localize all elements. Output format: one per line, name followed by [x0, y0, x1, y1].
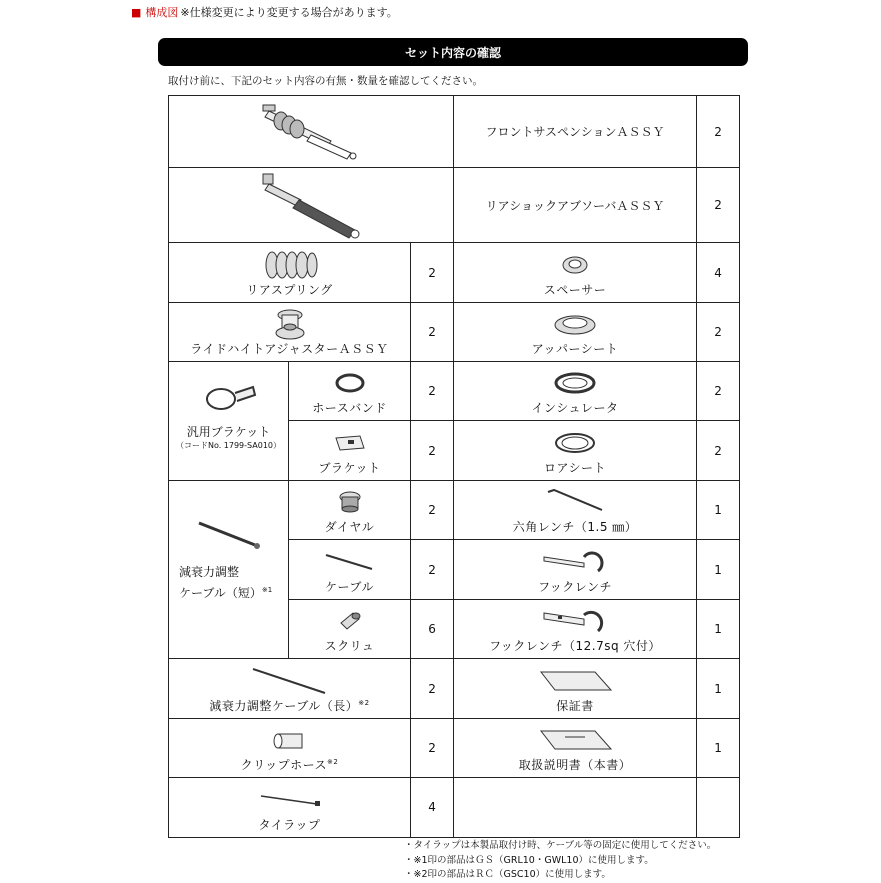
- hose-band-icon: [333, 371, 367, 395]
- hook-wrench-icon: [540, 549, 610, 575]
- hook-wrench-name: フックレンチ: [538, 580, 612, 594]
- qty-cell: [697, 243, 740, 303]
- bracket-cell: [289, 421, 411, 481]
- footnote-mark-1: ・※1印の部品はＧＳ（GRL10・GWL10）に使用します。: [404, 854, 654, 866]
- table-row: [169, 362, 740, 421]
- upper-seat-icon: [552, 311, 598, 337]
- cable-long-qty: 2: [428, 681, 436, 696]
- hook-wrench-sq-icon: [540, 607, 610, 635]
- clip-hose-label: [169, 756, 410, 773]
- hook-wrench-sq-cell: [454, 600, 697, 659]
- general-bracket-name: 汎用ブラケット: [186, 425, 271, 439]
- qty-cell: [411, 600, 454, 659]
- warranty-qty: 1: [714, 681, 722, 696]
- qty-cell: [697, 96, 740, 168]
- rear-spring-name: リアスプリング: [246, 283, 333, 297]
- hex-wrench-icon: [540, 488, 610, 516]
- clip-hose-qty: 2: [428, 741, 436, 755]
- manual-qty: 1: [714, 741, 722, 755]
- rear-shock-icon: [251, 170, 371, 240]
- table-row: [169, 168, 740, 243]
- qty-cell: [697, 481, 740, 540]
- cable-long-label: [169, 697, 410, 714]
- cable-long-mark: ※2: [358, 699, 370, 707]
- item-name-cell: [454, 168, 697, 243]
- hose-band-cell: [289, 362, 411, 421]
- lower-seat-cell: [454, 421, 697, 481]
- ride-height-name: ライドハイトアジャスターＡＳＳＹ: [190, 342, 389, 356]
- screw-cell: [289, 600, 411, 659]
- table-row: [169, 719, 740, 778]
- manual-icon: [535, 727, 615, 753]
- qty-cell: [411, 481, 454, 540]
- spec-change-note: ※仕様変更により変更する場合があります。: [180, 6, 398, 19]
- bracket-icon: [332, 432, 368, 454]
- cable-short-line1: 減衰力調整: [179, 565, 240, 579]
- spacer-name: スペーサー: [543, 283, 607, 297]
- qty-cell: [411, 540, 454, 600]
- hose-band-qty: 2: [428, 384, 436, 398]
- table-row: [169, 303, 740, 362]
- damping-cable-long-cell: [169, 659, 411, 719]
- damping-cable-short-cell: [169, 481, 289, 659]
- cable-short-mark: ※1: [261, 586, 273, 594]
- qty-cell: [411, 303, 454, 362]
- screw-qty: 6: [428, 622, 436, 636]
- banner-title: セット内容の確認: [404, 45, 501, 60]
- lower-seat-name: ロアシート: [544, 461, 607, 475]
- rear-shock-image-cell: [169, 168, 454, 243]
- screw-name: スクリュ: [324, 639, 375, 653]
- warranty-cell: [454, 659, 697, 719]
- hex-wrench-cell: [454, 481, 697, 540]
- diagram-link[interactable]: 構成図: [145, 6, 179, 19]
- hook-wrench-sq-name: フックレンチ（12.7sq 穴付）: [489, 639, 661, 653]
- item-name-cell: [454, 96, 697, 168]
- dial-qty: 2: [428, 503, 436, 517]
- front-suspension-icon: [251, 99, 371, 165]
- lower-seat-qty: 2: [714, 443, 722, 458]
- clip-hose-icon: [270, 728, 310, 752]
- tie-wrap-cell: [169, 778, 411, 838]
- cable-icon: [320, 551, 380, 573]
- bracket-clamp-icon: [199, 381, 259, 417]
- footnotes: [404, 839, 716, 883]
- qty-cell: [697, 600, 740, 659]
- general-bracket-cell: [169, 362, 289, 481]
- warranty-name: 保証書: [556, 699, 594, 713]
- qty-cell: [697, 362, 740, 421]
- empty-cell: [697, 778, 740, 838]
- cable-long-icon: [245, 665, 335, 697]
- intro-text: 取付け前に、下記のセット内容の有無・数量を確認してください。: [168, 75, 483, 87]
- tie-wrap-qty: 4: [428, 800, 436, 814]
- front-suspension-name: フロントサスペンションＡＳＳＹ: [485, 125, 665, 139]
- cable-short-line2: ケーブル（短）: [179, 586, 262, 600]
- coil-spring-icon: [260, 249, 320, 281]
- dial-cell: [289, 481, 411, 540]
- spacer-icon: [560, 253, 590, 277]
- rear-shock-qty: 2: [714, 198, 722, 212]
- hose-band-name: ホースバンド: [312, 401, 387, 415]
- empty-cell: [454, 778, 697, 838]
- hex-wrench-qty: 1: [714, 503, 722, 517]
- qty-cell: [411, 659, 454, 719]
- ride-height-qty: 2: [428, 325, 436, 339]
- cable-short-icon: [189, 517, 269, 553]
- qty-cell: [697, 540, 740, 600]
- spacer-qty: 4: [714, 265, 722, 280]
- rear-shock-name: リアショックアブソーバＡＳＳＹ: [485, 198, 665, 213]
- table-row: [169, 243, 740, 303]
- adjuster-icon: [270, 307, 310, 341]
- tie-wrap-icon: [255, 790, 325, 810]
- top-note: [131, 4, 398, 20]
- upper-seat-qty: 2: [714, 325, 722, 339]
- clip-hose-cell: [169, 719, 411, 778]
- cable-long-name: 減衰力調整ケーブル（長）: [209, 699, 359, 713]
- dial-name: ダイヤル: [324, 520, 375, 534]
- lower-seat-icon: [552, 430, 598, 456]
- rear-spring-qty: 2: [428, 265, 436, 280]
- table-row: [169, 778, 740, 838]
- insulator-cell: [454, 362, 697, 421]
- bracket-qty: 2: [428, 443, 436, 458]
- table-row: [169, 659, 740, 719]
- upper-seat-cell: [454, 303, 697, 362]
- screw-icon: [335, 609, 365, 633]
- table-row: [169, 481, 740, 540]
- upper-seat-name: アッパーシート: [531, 342, 619, 356]
- insulator-name: インシュレータ: [531, 401, 619, 415]
- qty-cell: [697, 659, 740, 719]
- front-suspension-qty: 2: [714, 124, 722, 139]
- manual-cell: [454, 719, 697, 778]
- hook-wrench-sq-qty: 1: [714, 622, 722, 636]
- hook-wrench-qty: 1: [714, 562, 722, 577]
- qty-cell: [411, 243, 454, 303]
- qty-cell: [697, 168, 740, 243]
- clip-hose-mark: ※2: [327, 758, 339, 766]
- cable-qty: 2: [428, 562, 436, 577]
- qty-cell: [411, 778, 454, 838]
- tie-wrap-name: タイラップ: [258, 818, 321, 832]
- ride-height-cell: [169, 303, 411, 362]
- insulator-icon: [552, 370, 598, 396]
- qty-cell: [411, 421, 454, 481]
- hook-wrench-cell: [454, 540, 697, 600]
- document-icon: [535, 668, 615, 694]
- bracket-name: ブラケット: [318, 461, 381, 475]
- spacer-cell: [454, 243, 697, 303]
- footnote-mark-2: ・※2印の部品はＲＣ（GSC10）に使用します。: [404, 869, 611, 880]
- table-row: [169, 96, 740, 168]
- section-banner: [158, 38, 748, 66]
- general-bracket-code: （コードNo. 1799-SA010）: [175, 441, 282, 450]
- parts-table: [168, 95, 740, 838]
- qty-cell: [697, 421, 740, 481]
- dial-icon: [335, 489, 365, 515]
- qty-cell: [697, 719, 740, 778]
- clip-hose-name: クリップホース: [240, 758, 328, 772]
- cable-name: ケーブル: [325, 580, 374, 594]
- insulator-qty: 2: [714, 384, 722, 398]
- cable-cell: [289, 540, 411, 600]
- rear-spring-cell: [169, 243, 411, 303]
- footnote-tie-wrap: ・タイラップは本製品取付け時、ケーブル等の固定に使用してください。: [404, 840, 717, 851]
- manual-name: 取扱説明書（本書）: [518, 758, 632, 772]
- hex-wrench-name: 六角レンチ（1.5 ㎜）: [512, 520, 638, 534]
- front-suspension-image-cell: [169, 96, 454, 168]
- red-square-marker: ■: [131, 6, 142, 19]
- qty-cell: [411, 719, 454, 778]
- qty-cell: [697, 303, 740, 362]
- qty-cell: [411, 362, 454, 421]
